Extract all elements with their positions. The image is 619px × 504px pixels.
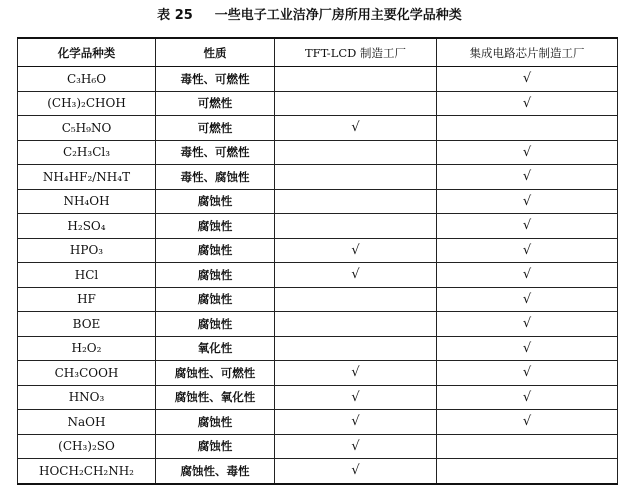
property-cell: 腐蚀性	[156, 263, 275, 288]
chemical-cell: BOE	[18, 312, 156, 337]
ic-chip-check-cell: √	[437, 410, 618, 435]
tft-lcd-check-cell	[275, 214, 437, 239]
table-row	[18, 434, 618, 459]
header-ic-chip-plant: 集成电路芯片制造工厂	[437, 38, 618, 67]
chemical-cell: HNO₃	[18, 385, 156, 410]
chemical-cell: (CH₃)₂SO	[18, 434, 156, 459]
property-cell: 腐蚀性	[156, 214, 275, 239]
ic-chip-check-cell: √	[437, 287, 618, 312]
tft-lcd-check-cell	[275, 67, 437, 92]
ic-chip-check-cell	[437, 459, 618, 484]
property-cell: 腐蚀性	[156, 287, 275, 312]
property-cell: 腐蚀性	[156, 312, 275, 337]
ic-chip-check-cell: √	[437, 67, 618, 92]
tft-lcd-check-cell	[275, 165, 437, 190]
table-row	[18, 385, 618, 410]
table-header-row	[18, 38, 618, 67]
property-cell: 腐蚀性	[156, 410, 275, 435]
property-cell: 毒性、可燃性	[156, 67, 275, 92]
tft-lcd-check-cell	[275, 140, 437, 165]
tft-lcd-check-cell	[275, 287, 437, 312]
tft-lcd-check-cell: √	[275, 263, 437, 288]
tft-lcd-check-cell: √	[275, 410, 437, 435]
table-row	[18, 336, 618, 361]
ic-chip-check-cell	[437, 116, 618, 141]
chemical-cell: (CH₃)₂CHOH	[18, 91, 156, 116]
header-property: 性质	[156, 38, 275, 67]
tft-lcd-check-cell: √	[275, 361, 437, 386]
tft-lcd-check-cell: √	[275, 385, 437, 410]
table-caption	[0, 6, 619, 26]
table-row	[18, 361, 618, 386]
chemical-cell: CH₃COOH	[18, 361, 156, 386]
table-body	[18, 67, 618, 484]
table-row	[18, 238, 618, 263]
table-row	[18, 312, 618, 337]
chemical-cell: C₅H₉NO	[18, 116, 156, 141]
chemical-cell: NaOH	[18, 410, 156, 435]
ic-chip-check-cell: √	[437, 189, 618, 214]
table-row	[18, 140, 618, 165]
ic-chip-check-cell: √	[437, 312, 618, 337]
chemical-cell: H₂SO₄	[18, 214, 156, 239]
tft-lcd-check-cell: √	[275, 116, 437, 141]
chemicals-table	[17, 37, 618, 485]
chemical-cell: H₂O₂	[18, 336, 156, 361]
property-cell: 可燃性	[156, 116, 275, 141]
ic-chip-check-cell: √	[437, 91, 618, 116]
table-row	[18, 189, 618, 214]
table-row	[18, 287, 618, 312]
tft-lcd-check-cell: √	[275, 434, 437, 459]
tft-lcd-check-cell	[275, 336, 437, 361]
chemical-cell: HPO₃	[18, 238, 156, 263]
ic-chip-check-cell	[437, 434, 618, 459]
property-cell: 腐蚀性	[156, 434, 275, 459]
property-cell: 可燃性	[156, 91, 275, 116]
property-cell: 腐蚀性、氧化性	[156, 385, 275, 410]
ic-chip-check-cell: √	[437, 385, 618, 410]
chemical-cell: C₃H₆O	[18, 67, 156, 92]
ic-chip-check-cell: √	[437, 165, 618, 190]
ic-chip-check-cell: √	[437, 336, 618, 361]
table-row	[18, 459, 618, 484]
chemical-cell: HF	[18, 287, 156, 312]
chemical-cell: C₂H₃Cl₃	[18, 140, 156, 165]
table-number: 表 25	[157, 8, 193, 23]
header-chemical-type: 化学品种类	[18, 38, 156, 67]
tft-lcd-check-cell	[275, 189, 437, 214]
table-row	[18, 116, 618, 141]
chemical-cell: NH₄OH	[18, 189, 156, 214]
property-cell: 毒性、腐蚀性	[156, 165, 275, 190]
chemical-cell: HCl	[18, 263, 156, 288]
ic-chip-check-cell: √	[437, 140, 618, 165]
table-row	[18, 214, 618, 239]
tft-lcd-check-cell: √	[275, 238, 437, 263]
table-row	[18, 91, 618, 116]
tft-lcd-check-cell	[275, 312, 437, 337]
ic-chip-check-cell: √	[437, 361, 618, 386]
property-cell: 毒性、可燃性	[156, 140, 275, 165]
table-row	[18, 165, 618, 190]
property-cell: 腐蚀性、可燃性	[156, 361, 275, 386]
property-cell: 腐蚀性、毒性	[156, 459, 275, 484]
tft-lcd-check-cell: √	[275, 459, 437, 484]
tft-lcd-check-cell	[275, 91, 437, 116]
table-row	[18, 67, 618, 92]
table-title: 一些电子工业洁净厂房所用主要化学品种类	[214, 8, 462, 23]
ic-chip-check-cell: √	[437, 214, 618, 239]
ic-chip-check-cell: √	[437, 263, 618, 288]
property-cell: 腐蚀性	[156, 189, 275, 214]
chemical-cell: NH₄HF₂/NH₄T	[18, 165, 156, 190]
property-cell: 氧化性	[156, 336, 275, 361]
table-row	[18, 263, 618, 288]
header-tft-lcd-plant: TFT-LCD 制造工厂	[275, 38, 437, 67]
table-row	[18, 410, 618, 435]
property-cell: 腐蚀性	[156, 238, 275, 263]
ic-chip-check-cell: √	[437, 238, 618, 263]
chemical-cell: HOCH₂CH₂NH₂	[18, 459, 156, 484]
